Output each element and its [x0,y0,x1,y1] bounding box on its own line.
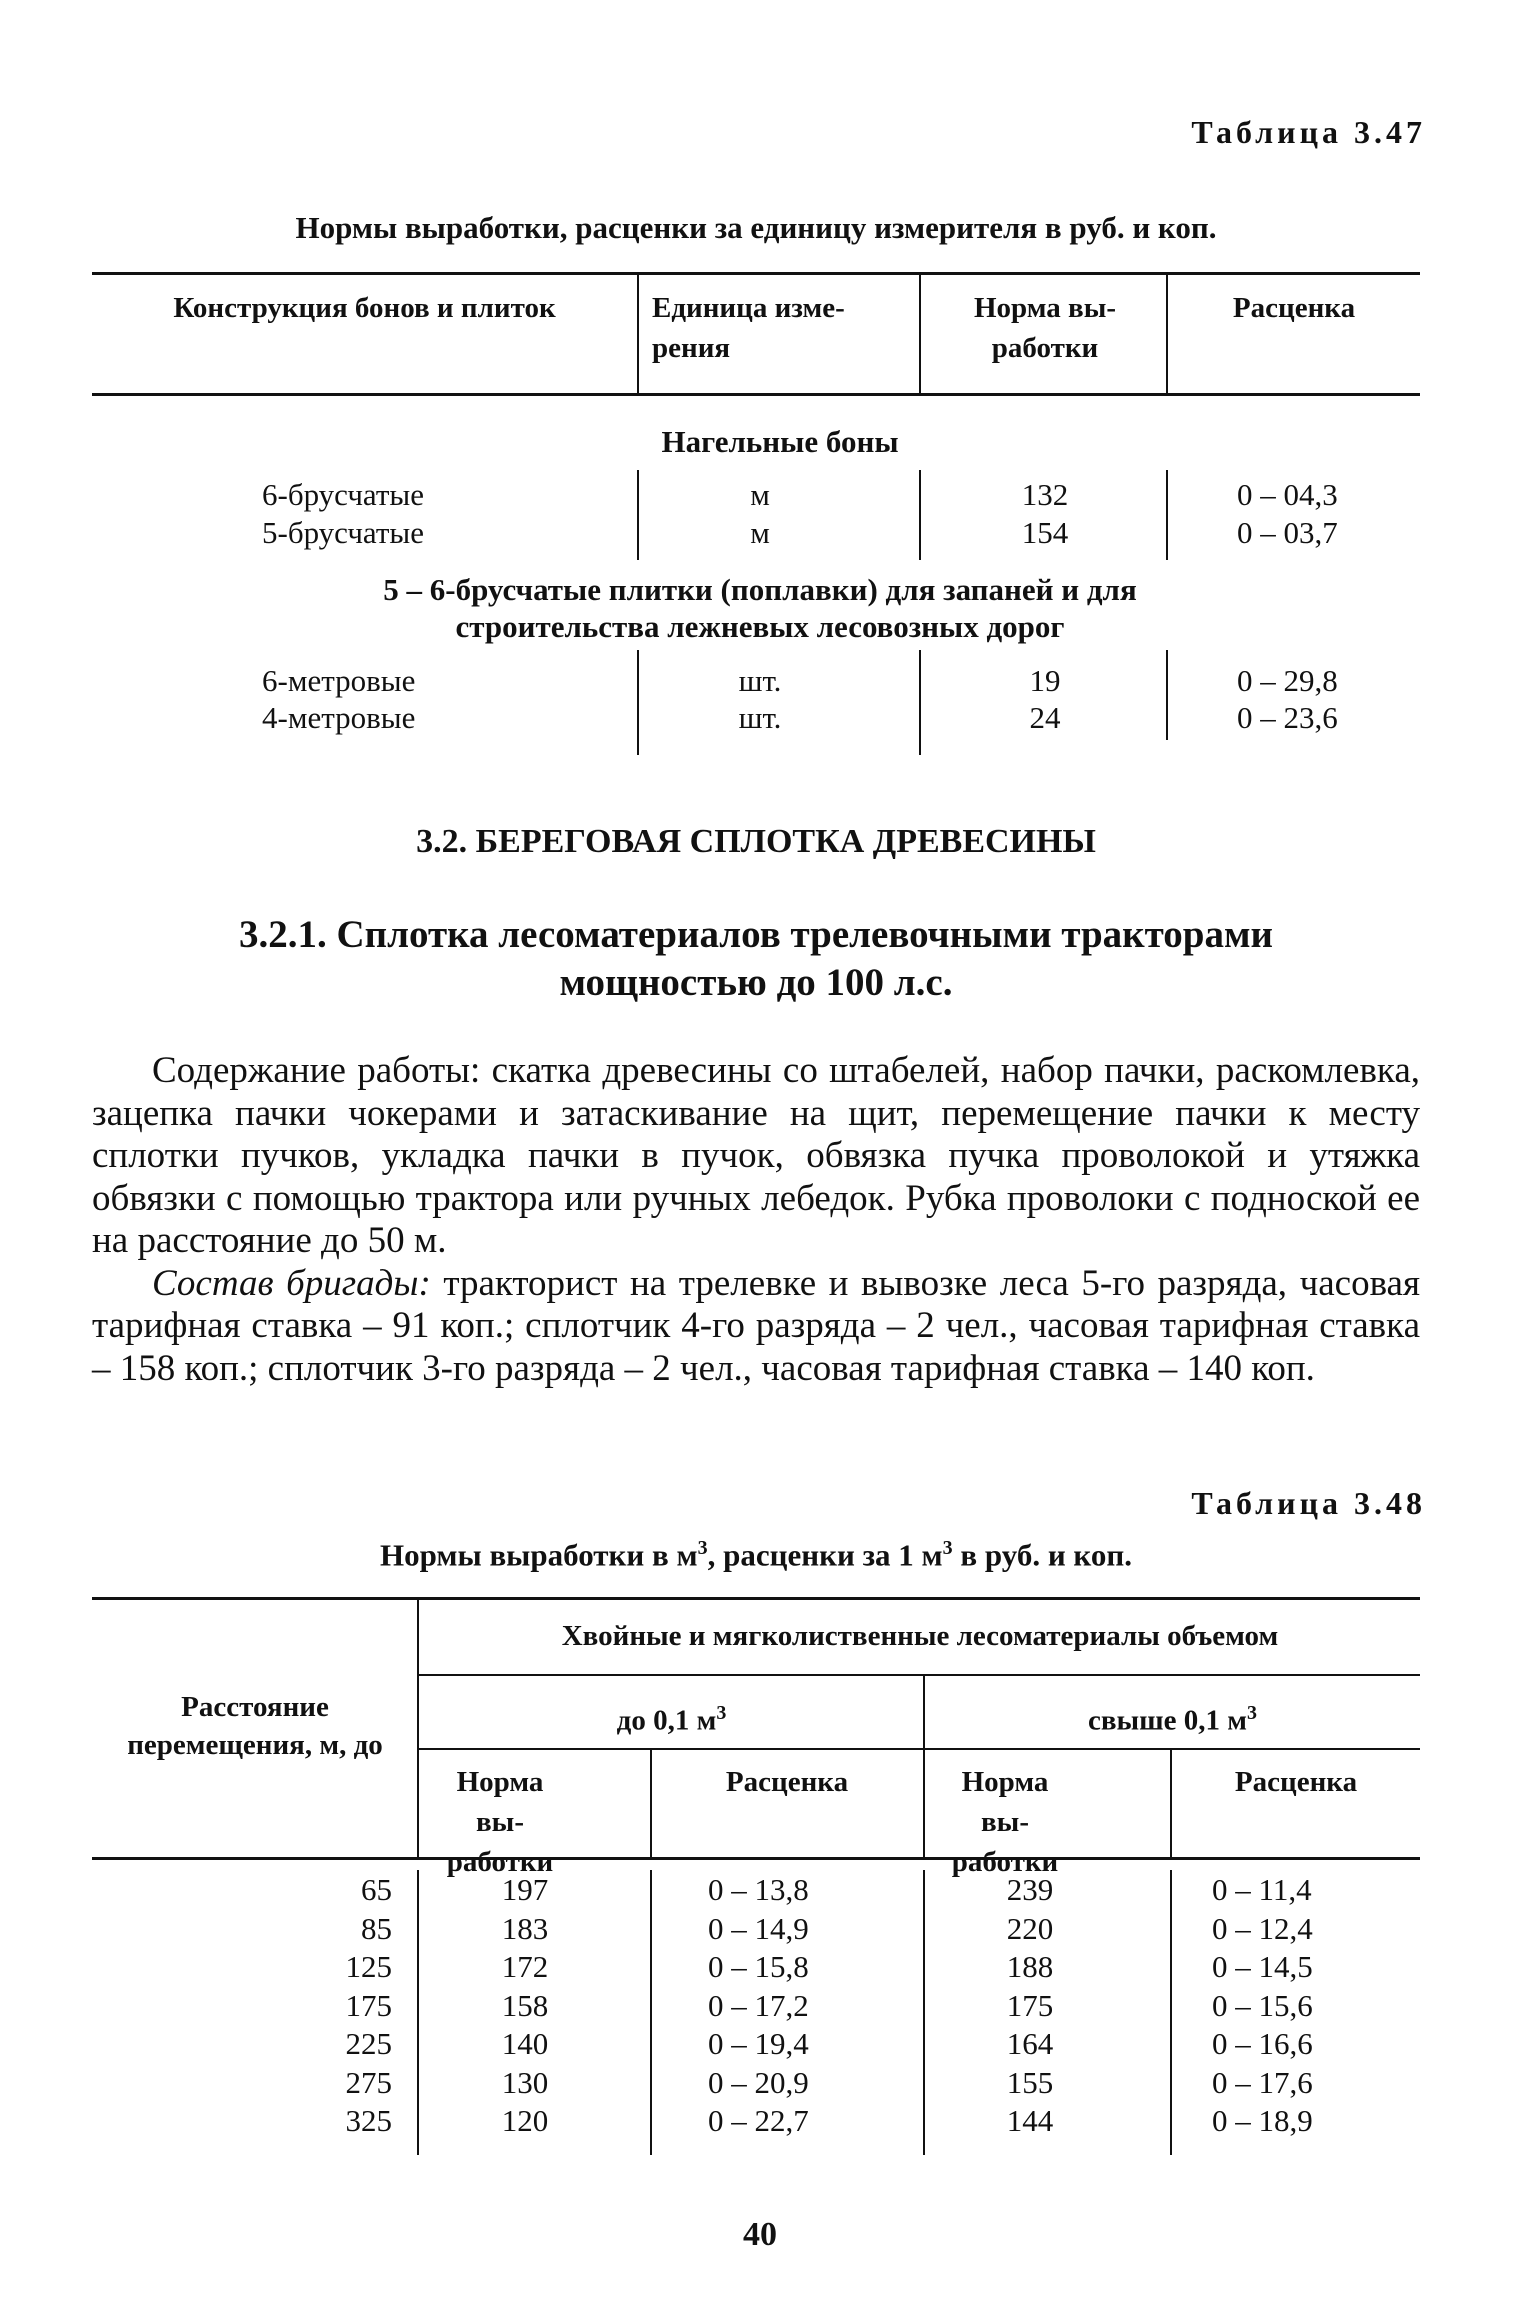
superscript: 3 [697,1537,708,1559]
subsection-heading: мощностью до 100 л.с. [559,961,953,1004]
table2-label: Таблица 3.48 [1191,1485,1426,1521]
section-heading: 3.2. БЕРЕГОВАЯ СПЛОТКА ДРЕВЕСИНЫ [416,823,1096,860]
brigade-text: тракторист на трелевке и вывозке леса 5-го разряда, часовая тарифная ставка – 91 коп.; сплотчик 4-го разряда – 2 чел., часовая тарифная ставка – 158 коп.; сплотчик 3-го разряда – 2 чел., часовая тарифная ставка – 140 коп. [92,1262,1420,1389]
table1-row-unit: м [750,515,770,550]
table2-title-part: , расценки за 1 м [707,1537,943,1573]
table1-row-norm: 19 [1029,663,1061,698]
header-large-text: свыше 0,1 м [1087,1704,1248,1737]
table1-row-unit: м [750,477,770,512]
table2-top-rule [92,1597,1420,1600]
table2-cell-norm-small: 183 [501,1910,549,1946]
table1-row-norm: 24 [1029,700,1061,735]
table2-cell-price-large: 0 – 17,6 [1212,2064,1313,2100]
table1-vsep [919,470,921,560]
superscript: 3 [716,1702,727,1724]
table2-header-distance: Расстояние перемещения, м, до [127,1691,383,1761]
table1-row-price: 0 – 23,6 [1237,700,1338,735]
table2-cell-norm-large: 144 [1006,2103,1054,2138]
table1-row-unit: шт. [738,663,782,698]
table2-vsep [417,1600,419,1857]
table2-cell-norm-small: 172 [501,1949,549,1984]
superscript: 3 [1247,1702,1258,1724]
table2-hline [418,1674,1420,1676]
table1-header-construction: Конструкция бонов и плиток [173,292,556,324]
table1-header-norm: Норма вы-работки [973,292,1116,364]
table2-header-norm: Норма вы-работки [446,1766,554,1878]
table1-row-norm: 154 [1021,515,1069,550]
table1-vsep [637,650,639,755]
table2-header-price: Расценка [725,1766,849,1798]
brigade-lead: Состав бригады: [152,1262,431,1304]
subsection-heading: 3.2.1. Сплотка лесоматериалов трелевочными тракторами [239,913,1273,956]
table1-row-name: 5-брусчатые [262,515,425,550]
table1-vsep [637,275,639,393]
table2-title-part: Нормы выработки в м [379,1537,698,1573]
table2-cell-distance: 125 [345,1949,392,1984]
table1-vsep [919,650,921,755]
table2-cell-norm-large: 239 [1006,1872,1054,1907]
table1-row-name: 4-метровые [262,700,416,735]
table1-top-rule [92,272,1420,275]
table2-cell-norm-large: 164 [1006,2026,1054,2061]
table2-cell-price-large: 0 – 14,5 [1212,1949,1313,1984]
table2-cell-norm-large: 175 [1006,1987,1054,2023]
table1-vsep [919,275,921,393]
table2-cell-norm-large: 188 [1006,1949,1054,1984]
table1-header-price: Расценка [1232,292,1356,324]
paragraph-work-content: Содержание работы: скатка древесины со штабелей, набор пачки, раскомлевка, зацепка пачки чокерами и затаскивание на щит, перемещение пачки к месту сплотки пучков, укладка пачки в пучок, обвязка пучка проволокой и утяжка обвязки с помощью трактора или ручных лебедок. Рубка проволоки с подноской ее на расстояние до 50 м. [92,1050,1420,1261]
table1-row-name: 6-брусчатые [262,477,425,512]
table1-vsep [637,470,639,560]
table2-cell-norm-small: 120 [501,2103,549,2138]
table1-row-name: 6-метровые [262,663,416,698]
table2-cell-norm-small: 140 [501,2026,549,2061]
table2-vsep [417,1870,419,2155]
table2-cell-distance: 275 [345,2064,392,2100]
table2-cell-price-large: 0 – 12,4 [1212,1910,1313,1946]
table2-vsep [1170,1870,1172,2155]
paragraph-brigade [92,1263,1420,1391]
header-small-text: до 0,1 м [616,1704,717,1737]
table2-header-large [925,1693,1420,1741]
table2-cell-price-small: 0 – 20,9 [708,2064,809,2100]
table2-cell-norm-small: 197 [501,1872,549,1907]
table2-cell-price-large: 0 – 18,9 [1212,2103,1313,2138]
table2-cell-distance: 325 [345,2103,392,2138]
table2-cell-distance: 85 [361,1910,392,1946]
table2-header-rule [92,1857,1420,1860]
table2-hline [418,1748,1420,1750]
table2-cell-price-small: 0 – 15,8 [708,1949,809,1984]
table2-header-small [420,1693,923,1741]
table2-title-part: в руб. и коп. [952,1537,1132,1573]
superscript: 3 [942,1537,953,1559]
table1-label: Таблица 3.47 [1191,114,1426,150]
table2-cell-price-large: 0 – 16,6 [1212,2026,1313,2061]
table2-vsep [923,1870,925,2155]
table1-row-price: 0 – 04,3 [1237,477,1338,512]
table1-header-rule [92,393,1420,396]
table2-cell-distance: 225 [345,2026,392,2061]
table1-group-heading: 5 – 6-брусчатые плитки (поплавки) для запаней и для [383,572,1137,607]
table1-row-price: 0 – 29,8 [1237,663,1338,698]
table1-vsep [1166,470,1168,560]
page-number: 40 [743,2216,777,2253]
table1-group-heading: Нагельные боны [661,424,899,459]
table2-header-price: Расценка [1234,1766,1358,1798]
table1-vsep [1166,650,1168,740]
table2-cell-norm-large: 155 [1006,2064,1054,2100]
table2-cell-price-large: 0 – 15,6 [1212,1987,1313,2023]
body-text [92,1050,1420,1390]
table2-cell-price-small: 0 – 17,2 [708,1987,809,2023]
table2-title [92,1537,1420,1573]
table1-row-unit: шт. [738,700,782,735]
table2-header-group: Хвойные и мягколиственные лесоматериалы объемом [561,1620,1279,1652]
table2-cell-norm-large: 220 [1006,1910,1054,1946]
table2-cell-price-small: 0 – 22,7 [708,2103,809,2138]
table2-cell-price-small: 0 – 19,4 [708,2026,809,2061]
table2-cell-price-large: 0 – 11,4 [1212,1872,1312,1907]
table2-cell-norm-small: 130 [501,2064,549,2100]
table2-cell-norm-small: 158 [501,1987,549,2023]
table2-cell-distance: 175 [345,1987,392,2023]
table2-header-norm: Норма вы-работки [951,1766,1059,1878]
table1-group-heading: строительства лежневых лесовозных дорог [455,609,1065,644]
table1-header-unit: Единица изме-рения [652,292,845,364]
table1-row-price: 0 – 03,7 [1237,515,1338,550]
table2-cell-price-small: 0 – 14,9 [708,1910,809,1946]
table2-cell-distance: 65 [361,1872,392,1907]
table2-vsep [650,1870,652,2155]
table1-title: Нормы выработки, расценки за единицу измерителя в руб. и коп. [295,210,1217,245]
table2-cell-price-small: 0 – 13,8 [708,1872,809,1907]
table1-row-norm: 132 [1021,477,1069,512]
